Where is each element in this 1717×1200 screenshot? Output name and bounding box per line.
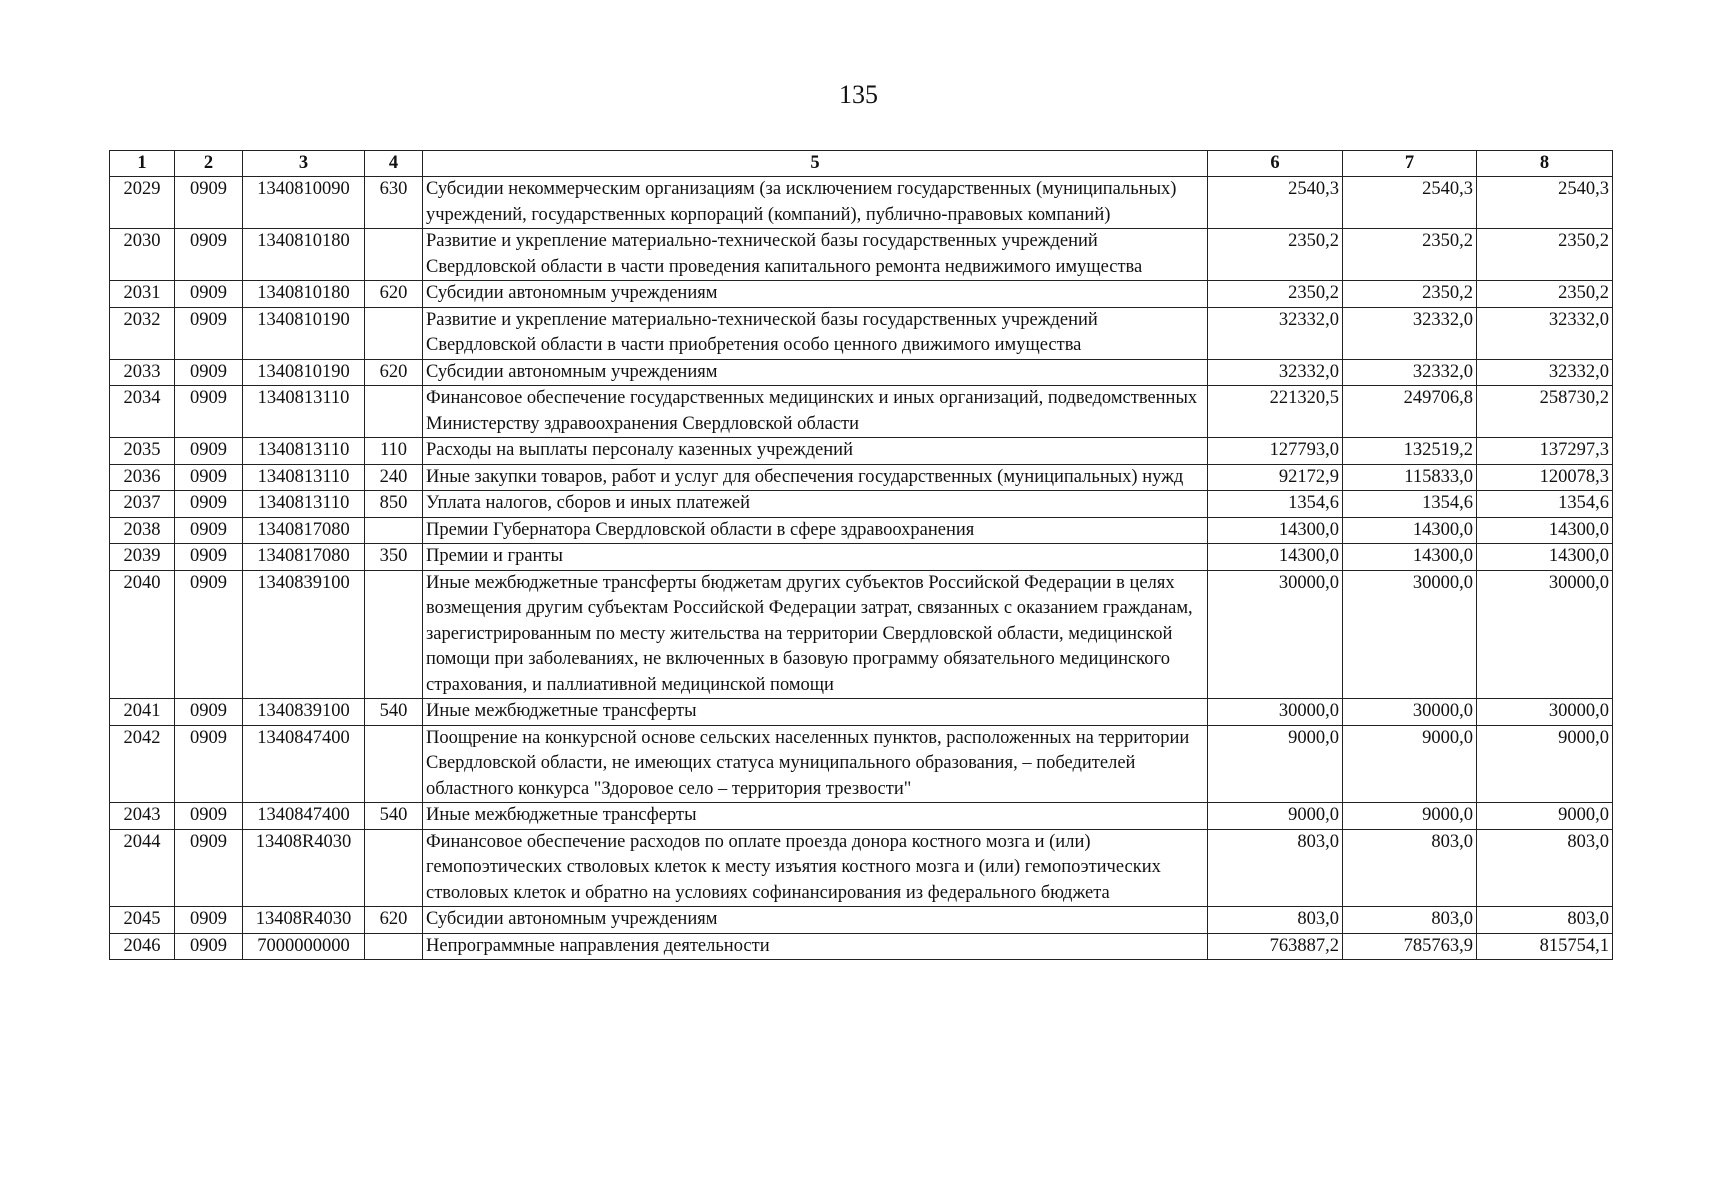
section-code-cell: 0909 [175, 803, 243, 830]
description-cell: Иные межбюджетные трансферты [423, 699, 1208, 726]
amount-cell-7: 9000,0 [1343, 803, 1477, 830]
row-number-cell: 2034 [110, 386, 175, 438]
amount-cell-7: 30000,0 [1343, 699, 1477, 726]
section-code-cell: 0909 [175, 699, 243, 726]
expense-type-cell: 850 [365, 491, 423, 518]
expense-type-cell [365, 725, 423, 803]
row-number-cell: 2040 [110, 570, 175, 699]
expense-type-cell: 240 [365, 464, 423, 491]
amount-cell-8: 803,0 [1477, 907, 1613, 934]
description-cell: Премии Губернатора Свердловской области в сфере здравоохранения [423, 517, 1208, 544]
section-code-cell: 0909 [175, 359, 243, 386]
section-code-cell: 0909 [175, 933, 243, 960]
target-code-cell: 1340839100 [243, 570, 365, 699]
table-row [110, 464, 1613, 491]
amount-cell-6: 30000,0 [1208, 570, 1343, 699]
description-cell: Поощрение на конкурсной основе сельских населенных пунктов, расположенных на территории Свердловской области, не имеющих статуса муниципального образования, – победителей областного конкурса "Здоровое село – территория трезвости" [423, 725, 1208, 803]
target-code-cell: 1340813110 [243, 386, 365, 438]
target-code-cell: 1340839100 [243, 699, 365, 726]
amount-cell-6: 803,0 [1208, 829, 1343, 907]
column-header: 4 [365, 151, 423, 177]
description-cell: Развитие и укрепление материально-технической базы государственных учреждений Свердловской области в части проведения капитального ремонта недвижимого имущества [423, 229, 1208, 281]
column-header: 5 [423, 151, 1208, 177]
target-code-cell: 1340810180 [243, 229, 365, 281]
table-row [110, 829, 1613, 907]
target-code-cell: 1340817080 [243, 517, 365, 544]
amount-cell-7: 32332,0 [1343, 307, 1477, 359]
row-number-cell: 2030 [110, 229, 175, 281]
amount-cell-8: 14300,0 [1477, 544, 1613, 571]
section-code-cell: 0909 [175, 829, 243, 907]
target-code-cell: 1340813110 [243, 438, 365, 465]
column-header: 3 [243, 151, 365, 177]
section-code-cell: 0909 [175, 229, 243, 281]
target-code-cell: 1340810190 [243, 359, 365, 386]
amount-cell-6: 92172,9 [1208, 464, 1343, 491]
amount-cell-8: 30000,0 [1477, 570, 1613, 699]
row-number-cell: 2043 [110, 803, 175, 830]
amount-cell-8: 2350,2 [1477, 229, 1613, 281]
amount-cell-7: 132519,2 [1343, 438, 1477, 465]
table-row [110, 281, 1613, 308]
row-number-cell: 2036 [110, 464, 175, 491]
row-number-cell: 2029 [110, 177, 175, 229]
target-code-cell: 1340813110 [243, 464, 365, 491]
target-code-cell: 1340847400 [243, 803, 365, 830]
table-row [110, 570, 1613, 699]
table-row [110, 544, 1613, 571]
amount-cell-6: 127793,0 [1208, 438, 1343, 465]
amount-cell-7: 9000,0 [1343, 725, 1477, 803]
section-code-cell: 0909 [175, 907, 243, 934]
table-row [110, 933, 1613, 960]
expense-type-cell [365, 570, 423, 699]
column-header: 7 [1343, 151, 1477, 177]
expense-type-cell [365, 829, 423, 907]
amount-cell-7: 30000,0 [1343, 570, 1477, 699]
amount-cell-7: 2540,3 [1343, 177, 1477, 229]
row-number-cell: 2033 [110, 359, 175, 386]
amount-cell-7: 32332,0 [1343, 359, 1477, 386]
target-code-cell: 1340810090 [243, 177, 365, 229]
amount-cell-8: 258730,2 [1477, 386, 1613, 438]
amount-cell-6: 2350,2 [1208, 229, 1343, 281]
column-header: 6 [1208, 151, 1343, 177]
amount-cell-6: 2350,2 [1208, 281, 1343, 308]
amount-cell-7: 803,0 [1343, 829, 1477, 907]
amount-cell-7: 2350,2 [1343, 281, 1477, 308]
row-number-cell: 2042 [110, 725, 175, 803]
amount-cell-6: 1354,6 [1208, 491, 1343, 518]
amount-cell-7: 1354,6 [1343, 491, 1477, 518]
table-row [110, 517, 1613, 544]
column-header: 1 [110, 151, 175, 177]
amount-cell-7: 249706,8 [1343, 386, 1477, 438]
amount-cell-8: 1354,6 [1477, 491, 1613, 518]
row-number-cell: 2039 [110, 544, 175, 571]
table-row [110, 438, 1613, 465]
amount-cell-7: 785763,9 [1343, 933, 1477, 960]
row-number-cell: 2045 [110, 907, 175, 934]
amount-cell-6: 9000,0 [1208, 803, 1343, 830]
description-cell: Премии и гранты [423, 544, 1208, 571]
expense-type-cell: 620 [365, 907, 423, 934]
target-code-cell: 1340817080 [243, 544, 365, 571]
column-header: 2 [175, 151, 243, 177]
description-cell: Развитие и укрепление материально-технической базы государственных учреждений Свердловской области в части приобретения особо ценного движимого имущества [423, 307, 1208, 359]
expense-type-cell: 350 [365, 544, 423, 571]
table-row [110, 803, 1613, 830]
description-cell: Субсидии автономным учреждениям [423, 907, 1208, 934]
description-cell: Уплата налогов, сборов и иных платежей [423, 491, 1208, 518]
table-row [110, 307, 1613, 359]
amount-cell-6: 30000,0 [1208, 699, 1343, 726]
description-cell: Иные межбюджетные трансферты [423, 803, 1208, 830]
column-header: 8 [1477, 151, 1613, 177]
amount-cell-8: 803,0 [1477, 829, 1613, 907]
amount-cell-8: 9000,0 [1477, 803, 1613, 830]
amount-cell-7: 115833,0 [1343, 464, 1477, 491]
amount-cell-6: 2540,3 [1208, 177, 1343, 229]
target-code-cell: 13408R4030 [243, 829, 365, 907]
table-row [110, 699, 1613, 726]
amount-cell-8: 137297,3 [1477, 438, 1613, 465]
amount-cell-6: 9000,0 [1208, 725, 1343, 803]
budget-table [109, 150, 1613, 960]
expense-type-cell: 540 [365, 699, 423, 726]
description-cell: Непрограммные направления деятельности [423, 933, 1208, 960]
table-row [110, 229, 1613, 281]
amount-cell-7: 14300,0 [1343, 517, 1477, 544]
amount-cell-6: 32332,0 [1208, 307, 1343, 359]
expense-type-cell: 110 [365, 438, 423, 465]
amount-cell-8: 14300,0 [1477, 517, 1613, 544]
amount-cell-6: 803,0 [1208, 907, 1343, 934]
table-body [110, 177, 1613, 960]
table-row [110, 359, 1613, 386]
table-row [110, 907, 1613, 934]
table-row [110, 177, 1613, 229]
table-row [110, 725, 1613, 803]
row-number-cell: 2035 [110, 438, 175, 465]
row-number-cell: 2041 [110, 699, 175, 726]
amount-cell-6: 14300,0 [1208, 544, 1343, 571]
amount-cell-7: 14300,0 [1343, 544, 1477, 571]
expense-type-cell [365, 386, 423, 438]
description-cell: Финансовое обеспечение государственных медицинских и иных организаций, подведомственных Министерству здравоохранения Свердловской области [423, 386, 1208, 438]
expense-type-cell: 620 [365, 359, 423, 386]
expense-type-cell: 620 [365, 281, 423, 308]
section-code-cell: 0909 [175, 464, 243, 491]
row-number-cell: 2037 [110, 491, 175, 518]
section-code-cell: 0909 [175, 491, 243, 518]
section-code-cell: 0909 [175, 386, 243, 438]
row-number-cell: 2031 [110, 281, 175, 308]
target-code-cell: 1340810180 [243, 281, 365, 308]
description-cell: Финансовое обеспечение расходов по оплате проезда донора костного мозга и (или) гемопоэтических стволовых клеток к месту изъятия костного мозга и (или) гемопоэтических стволовых клеток и обратно на условиях софинансирования из федерального бюджета [423, 829, 1208, 907]
amount-cell-6: 221320,5 [1208, 386, 1343, 438]
amount-cell-8: 30000,0 [1477, 699, 1613, 726]
section-code-cell: 0909 [175, 307, 243, 359]
section-code-cell: 0909 [175, 517, 243, 544]
amount-cell-6: 14300,0 [1208, 517, 1343, 544]
amount-cell-8: 32332,0 [1477, 307, 1613, 359]
expense-type-cell: 630 [365, 177, 423, 229]
amount-cell-8: 815754,1 [1477, 933, 1613, 960]
expense-type-cell [365, 307, 423, 359]
page-number: 135 [839, 80, 878, 109]
row-number-cell: 2032 [110, 307, 175, 359]
row-number-cell: 2038 [110, 517, 175, 544]
row-number-cell: 2046 [110, 933, 175, 960]
table-row [110, 386, 1613, 438]
expense-type-cell [365, 517, 423, 544]
expense-type-cell [365, 933, 423, 960]
row-number-cell: 2044 [110, 829, 175, 907]
section-code-cell: 0909 [175, 177, 243, 229]
target-code-cell: 1340810190 [243, 307, 365, 359]
amount-cell-6: 763887,2 [1208, 933, 1343, 960]
target-code-cell: 7000000000 [243, 933, 365, 960]
description-cell: Субсидии некоммерческим организациям (за исключением государственных (муниципальных) учреждений, государственных корпораций (компаний), публично-правовых компаний) [423, 177, 1208, 229]
table-header-row [110, 151, 1613, 177]
target-code-cell: 1340847400 [243, 725, 365, 803]
amount-cell-8: 2540,3 [1477, 177, 1613, 229]
section-code-cell: 0909 [175, 544, 243, 571]
target-code-cell: 1340813110 [243, 491, 365, 518]
section-code-cell: 0909 [175, 570, 243, 699]
table-row [110, 491, 1613, 518]
description-cell: Иные закупки товаров, работ и услуг для обеспечения государственных (муниципальных) нужд [423, 464, 1208, 491]
expense-type-cell: 540 [365, 803, 423, 830]
amount-cell-7: 2350,2 [1343, 229, 1477, 281]
section-code-cell: 0909 [175, 438, 243, 465]
amount-cell-8: 32332,0 [1477, 359, 1613, 386]
amount-cell-8: 9000,0 [1477, 725, 1613, 803]
amount-cell-7: 803,0 [1343, 907, 1477, 934]
expense-type-cell [365, 229, 423, 281]
target-code-cell: 13408R4030 [243, 907, 365, 934]
description-cell: Расходы на выплаты персоналу казенных учреждений [423, 438, 1208, 465]
section-code-cell: 0909 [175, 281, 243, 308]
description-cell: Субсидии автономным учреждениям [423, 281, 1208, 308]
amount-cell-8: 2350,2 [1477, 281, 1613, 308]
description-cell: Иные межбюджетные трансферты бюджетам других субъектов Российской Федерации в целях возмещения другим субъектам Российской Федерации затрат, связанных с оказанием гражданам, зарегистрированным по месту жительства на территории Свердловской области, медицинской помощи при заболеваниях, не включенных в базовую программу обязательного медицинского страхования, и паллиативной медицинской помощи [423, 570, 1208, 699]
section-code-cell: 0909 [175, 725, 243, 803]
amount-cell-6: 32332,0 [1208, 359, 1343, 386]
amount-cell-8: 120078,3 [1477, 464, 1613, 491]
description-cell: Субсидии автономным учреждениям [423, 359, 1208, 386]
